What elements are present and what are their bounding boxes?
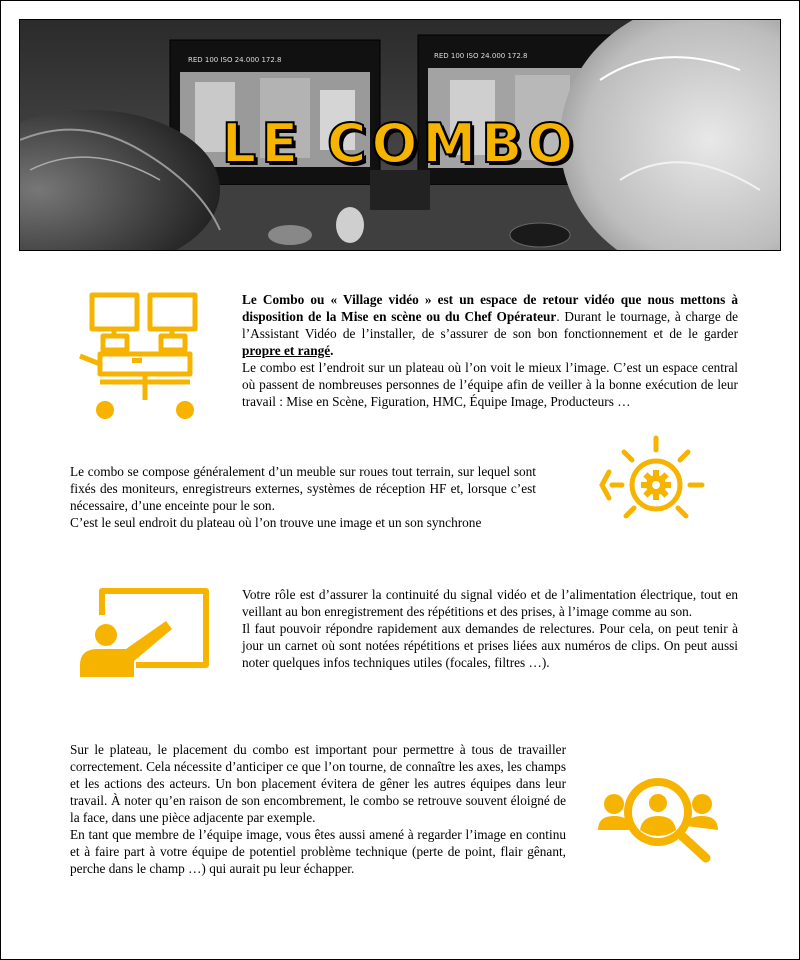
section-1-emphasis-end: .	[330, 343, 334, 358]
section-1-paragraph-2: Le combo est l’endroit sur un plateau où l’on voit le mieux l’image. C’est un espace central où passent de nombreuses personnes de l’équipe afin de veiller à la bonne exécution de leur travail : Mise en Scène, Figuration, HMC, Équipe Image, Producteurs …	[242, 360, 738, 409]
section-4-text	[70, 741, 566, 877]
section-1-text	[242, 291, 738, 410]
monitor-left-readout: RED 100 ISO 24.000 172.8	[188, 56, 282, 64]
presentation-board-icon	[78, 585, 213, 680]
section-2-paragraph-2: C’est le seul endroit du plateau où l’on trouve une image et un son synchrone	[70, 515, 482, 530]
section-3-text	[242, 586, 738, 671]
section-2-text	[70, 463, 536, 531]
page-title: LE COMBO	[221, 112, 579, 175]
section-4-paragraph-1: Sur le plateau, le placement du combo est important pour permettre à tous de travailler correctement. Cela nécessite d’anticiper ce que l’on tourne, de connaître les axes, les champs et les actions des acteurs. Un bon placement évitera de gêner les autres équipes dans leur travail. À noter qu’en raison de son encombrement, le combo se retrouve souvent éloigné de la face, dans une pièce adjacente par exemple.	[70, 742, 566, 825]
section-2-paragraph-1: Le combo se compose généralement d’un meuble sur roues tout terrain, sur lequel sont fixés des moniteurs, enregistreurs externes, systèmes de réception HF et, lorsque c’est nécessaire, d’une enceinte pour le son.	[70, 464, 536, 513]
section-1-lead-rest: . Durant le tournage, à charge de l’Assistant Vidéo de l’installer, de s’assurer de son bon fonctionnement et de le garder	[242, 309, 738, 341]
section-1-emphasis: propre et rangé	[242, 343, 331, 358]
monitor-right-readout: RED 100 ISO 24.000 172.8	[434, 52, 528, 60]
section-1-lead: Le Combo ou « Village vidéo » est un espace de retour vidéo que nous mettons à disposition de la Mise en scène ou du Chef Opérateur	[242, 292, 738, 324]
lightbulb-gear-icon	[594, 430, 714, 530]
header-banner	[19, 19, 781, 251]
video-cart-icon	[70, 290, 210, 425]
section-3-paragraph-2: Il faut pouvoir répondre rapidement aux demandes de relectures. Pour cela, on peut tenir à jour un carnet où sont notées répétitions et prises liées aux numéros de clips. On peut aussi noter quelques infos techniques utiles (focales, filtres …).	[242, 621, 738, 670]
section-4-paragraph-2: En tant que membre de l’équipe image, vous êtes aussi amené à regarder l’image en continu et à faire part à votre équipe de potentiel problème technique (perte de point, flair gênant, perche dans le champ …) qui aurait pu leur échapper.	[70, 827, 566, 876]
team-search-icon	[598, 770, 723, 865]
section-3-paragraph-1: Votre rôle est d’assurer la continuité du signal vidéo et de l’alimentation électrique, tout en veillant au bon enregistrement des répétitions et des prises, à l’image comme au son.	[242, 587, 738, 619]
